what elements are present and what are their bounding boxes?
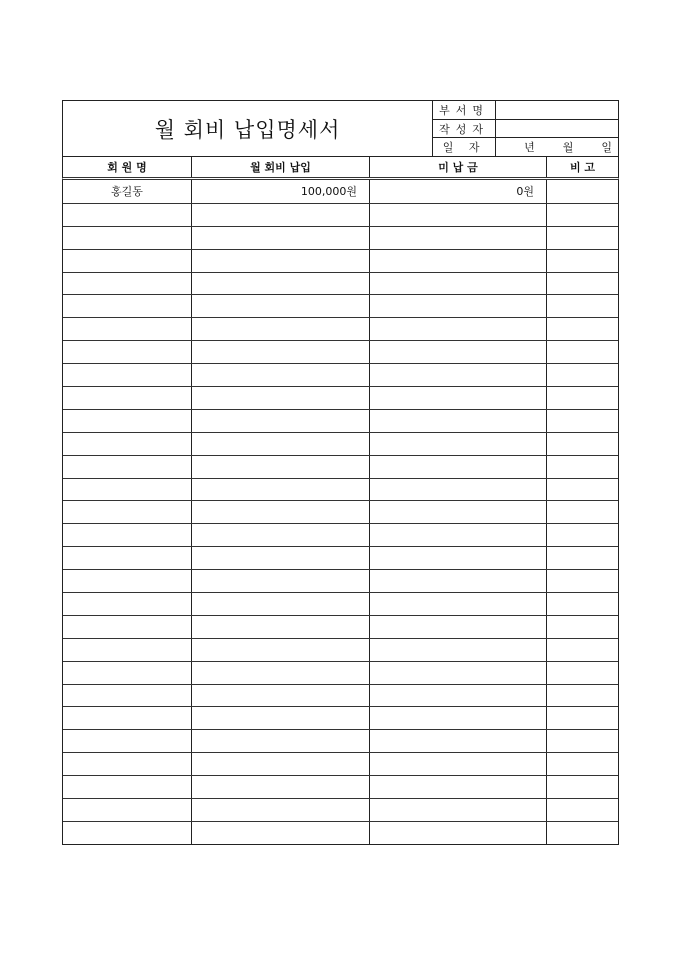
table-row <box>63 684 618 707</box>
unpaid-amount-cell[interactable]: 0원 <box>370 180 547 203</box>
paid-amount-cell[interactable] <box>192 410 370 432</box>
unpaid-amount-cell[interactable] <box>370 273 547 295</box>
member-name-cell[interactable] <box>63 387 192 409</box>
member-name-cell[interactable] <box>63 227 192 249</box>
unpaid-amount-cell[interactable] <box>370 524 547 546</box>
table-row <box>63 752 618 775</box>
paid-amount-cell[interactable] <box>192 295 370 317</box>
paid-amount-cell[interactable] <box>192 318 370 340</box>
note-cell[interactable] <box>547 685 618 707</box>
table-row <box>63 775 618 798</box>
unpaid-amount-cell[interactable] <box>370 730 547 752</box>
note-cell[interactable] <box>547 662 618 684</box>
meta-row-date <box>433 138 618 156</box>
note-cell[interactable] <box>547 616 618 638</box>
approval-meta <box>433 101 618 156</box>
date-day: 일 <box>601 141 612 155</box>
table-row <box>63 340 618 363</box>
member-name-cell[interactable] <box>63 685 192 707</box>
date-label: 일 자 <box>433 138 496 156</box>
unpaid-amount-cell[interactable] <box>370 776 547 798</box>
paid-amount-cell[interactable] <box>192 570 370 592</box>
note-cell[interactable] <box>547 204 618 226</box>
unpaid-amount-cell[interactable] <box>370 616 547 638</box>
paid-amount-cell[interactable]: 100,000원 <box>192 180 370 203</box>
table-body <box>62 180 619 845</box>
title-box <box>63 101 433 156</box>
unpaid-amount-cell[interactable] <box>370 799 547 821</box>
table-row <box>63 500 618 523</box>
paid-amount-cell[interactable] <box>192 822 370 844</box>
paid-amount-cell[interactable] <box>192 204 370 226</box>
payment-statement-form <box>62 100 619 845</box>
paid-amount-cell[interactable] <box>192 799 370 821</box>
paid-amount-cell[interactable] <box>192 753 370 775</box>
member-name-cell[interactable] <box>63 341 192 363</box>
table-row <box>63 821 618 844</box>
note-cell[interactable] <box>547 570 618 592</box>
member-name-cell[interactable] <box>63 547 192 569</box>
unpaid-amount-cell[interactable] <box>370 433 547 455</box>
table-row <box>63 363 618 386</box>
paid-amount-cell[interactable] <box>192 479 370 501</box>
member-name-cell[interactable] <box>63 524 192 546</box>
table-row <box>63 386 618 409</box>
meta-row-writer <box>433 120 618 139</box>
member-name-cell[interactable] <box>63 822 192 844</box>
unpaid-amount-cell[interactable] <box>370 318 547 340</box>
note-cell[interactable] <box>547 753 618 775</box>
paid-amount-cell[interactable] <box>192 639 370 661</box>
note-cell[interactable] <box>547 387 618 409</box>
column-header-paid: 월 회비 납입 <box>192 157 370 177</box>
member-name-cell[interactable] <box>63 753 192 775</box>
member-name-cell[interactable] <box>63 364 192 386</box>
table-row <box>63 203 618 226</box>
note-cell[interactable] <box>547 410 618 432</box>
writer-label: 작성자 <box>433 120 496 138</box>
note-cell[interactable] <box>547 180 618 203</box>
note-cell[interactable] <box>547 776 618 798</box>
member-name-cell[interactable] <box>63 456 192 478</box>
paid-amount-cell[interactable] <box>192 776 370 798</box>
member-name-cell[interactable]: 홍길동 <box>63 180 192 203</box>
paid-amount-cell[interactable] <box>192 250 370 272</box>
table-row <box>63 317 618 340</box>
table-row <box>63 615 618 638</box>
dept-value[interactable] <box>496 101 618 119</box>
member-name-cell[interactable] <box>63 410 192 432</box>
table-row <box>63 592 618 615</box>
table-row <box>63 409 618 432</box>
note-cell[interactable] <box>547 456 618 478</box>
table-row <box>63 432 618 455</box>
note-cell[interactable] <box>547 639 618 661</box>
paid-amount-cell[interactable] <box>192 707 370 729</box>
note-cell[interactable] <box>547 479 618 501</box>
note-cell[interactable] <box>547 730 618 752</box>
unpaid-amount-cell[interactable] <box>370 570 547 592</box>
note-cell[interactable] <box>547 341 618 363</box>
table-row <box>63 478 618 501</box>
unpaid-amount-cell[interactable] <box>370 547 547 569</box>
note-cell[interactable] <box>547 524 618 546</box>
meta-row-dept <box>433 101 618 120</box>
note-cell[interactable] <box>547 433 618 455</box>
unpaid-amount-cell[interactable] <box>370 753 547 775</box>
table-row <box>63 455 618 478</box>
table-row <box>63 294 618 317</box>
paid-amount-cell[interactable] <box>192 341 370 363</box>
unpaid-amount-cell[interactable] <box>370 204 547 226</box>
member-name-cell[interactable] <box>63 639 192 661</box>
unpaid-amount-cell[interactable] <box>370 295 547 317</box>
paid-amount-cell[interactable] <box>192 273 370 295</box>
note-cell[interactable] <box>547 799 618 821</box>
note-cell[interactable] <box>547 364 618 386</box>
paid-amount-cell[interactable] <box>192 433 370 455</box>
paid-amount-cell[interactable] <box>192 524 370 546</box>
column-header-note: 비 고 <box>569 161 596 174</box>
member-name-cell[interactable] <box>63 707 192 729</box>
unpaid-amount-cell[interactable] <box>370 639 547 661</box>
member-name-cell[interactable] <box>63 250 192 272</box>
member-name-cell[interactable] <box>63 570 192 592</box>
unpaid-amount-cell[interactable] <box>370 479 547 501</box>
note-cell[interactable] <box>547 295 618 317</box>
note-cell[interactable] <box>547 227 618 249</box>
date-year: 년 <box>524 141 535 155</box>
member-name-cell[interactable] <box>63 318 192 340</box>
note-cell[interactable] <box>547 593 618 615</box>
date-month: 월 <box>562 141 574 155</box>
member-name-cell[interactable] <box>63 730 192 752</box>
table-row <box>63 226 618 249</box>
unpaid-amount-cell[interactable] <box>370 341 547 363</box>
note-cell[interactable] <box>547 822 618 844</box>
unpaid-amount-cell[interactable] <box>370 662 547 684</box>
unpaid-amount-cell[interactable] <box>370 501 547 523</box>
table-row <box>63 180 618 203</box>
paid-amount-cell[interactable] <box>192 364 370 386</box>
table-row <box>63 638 618 661</box>
note-cell[interactable] <box>547 250 618 272</box>
unpaid-amount-cell[interactable] <box>370 364 547 386</box>
unpaid-amount-cell[interactable] <box>370 387 547 409</box>
paid-amount-cell[interactable] <box>192 456 370 478</box>
paid-amount-cell[interactable] <box>192 387 370 409</box>
note-cell[interactable] <box>547 707 618 729</box>
page-title: 월 회비 납입명세서 <box>154 117 341 142</box>
column-header-unpaid: 미 납 금 <box>370 157 547 177</box>
unpaid-amount-cell[interactable] <box>370 250 547 272</box>
paid-amount-cell[interactable] <box>192 616 370 638</box>
table-row <box>63 272 618 295</box>
table-row <box>63 249 618 272</box>
unpaid-amount-cell[interactable] <box>370 707 547 729</box>
table-row <box>63 661 618 684</box>
member-name-cell[interactable] <box>63 593 192 615</box>
member-name-cell[interactable] <box>63 776 192 798</box>
table-row <box>63 523 618 546</box>
table-row <box>63 569 618 592</box>
note-cell[interactable] <box>547 318 618 340</box>
note-cell[interactable] <box>547 547 618 569</box>
paid-amount-cell[interactable] <box>192 547 370 569</box>
unpaid-amount-cell[interactable] <box>370 410 547 432</box>
member-name-cell[interactable] <box>63 799 192 821</box>
paid-amount-cell[interactable] <box>192 685 370 707</box>
member-name-cell[interactable] <box>63 204 192 226</box>
paid-amount-cell[interactable] <box>192 227 370 249</box>
unpaid-amount-cell[interactable] <box>370 227 547 249</box>
dept-label: 부서명 <box>433 101 496 119</box>
member-name-cell[interactable] <box>63 662 192 684</box>
note-cell[interactable] <box>547 273 618 295</box>
writer-value[interactable] <box>496 120 618 138</box>
date-value[interactable] <box>496 138 618 156</box>
note-cell[interactable] <box>547 501 618 523</box>
paid-amount-cell[interactable] <box>192 730 370 752</box>
unpaid-amount-cell[interactable] <box>370 593 547 615</box>
unpaid-amount-cell[interactable] <box>370 685 547 707</box>
table-row <box>63 729 618 752</box>
member-name-cell[interactable] <box>63 616 192 638</box>
member-name-cell[interactable] <box>63 273 192 295</box>
member-name-cell[interactable] <box>63 295 192 317</box>
form-header <box>62 100 619 157</box>
column-header-member: 회 원 명 <box>63 157 192 177</box>
paid-amount-cell[interactable] <box>192 593 370 615</box>
table-row <box>63 546 618 569</box>
table-header <box>62 157 619 180</box>
unpaid-amount-cell[interactable] <box>370 456 547 478</box>
table-row <box>63 706 618 729</box>
member-name-cell[interactable] <box>63 433 192 455</box>
member-name-cell[interactable] <box>63 479 192 501</box>
paid-amount-cell[interactable] <box>192 501 370 523</box>
paid-amount-cell[interactable] <box>192 662 370 684</box>
unpaid-amount-cell[interactable] <box>370 822 547 844</box>
table-row <box>63 798 618 821</box>
member-name-cell[interactable] <box>63 501 192 523</box>
